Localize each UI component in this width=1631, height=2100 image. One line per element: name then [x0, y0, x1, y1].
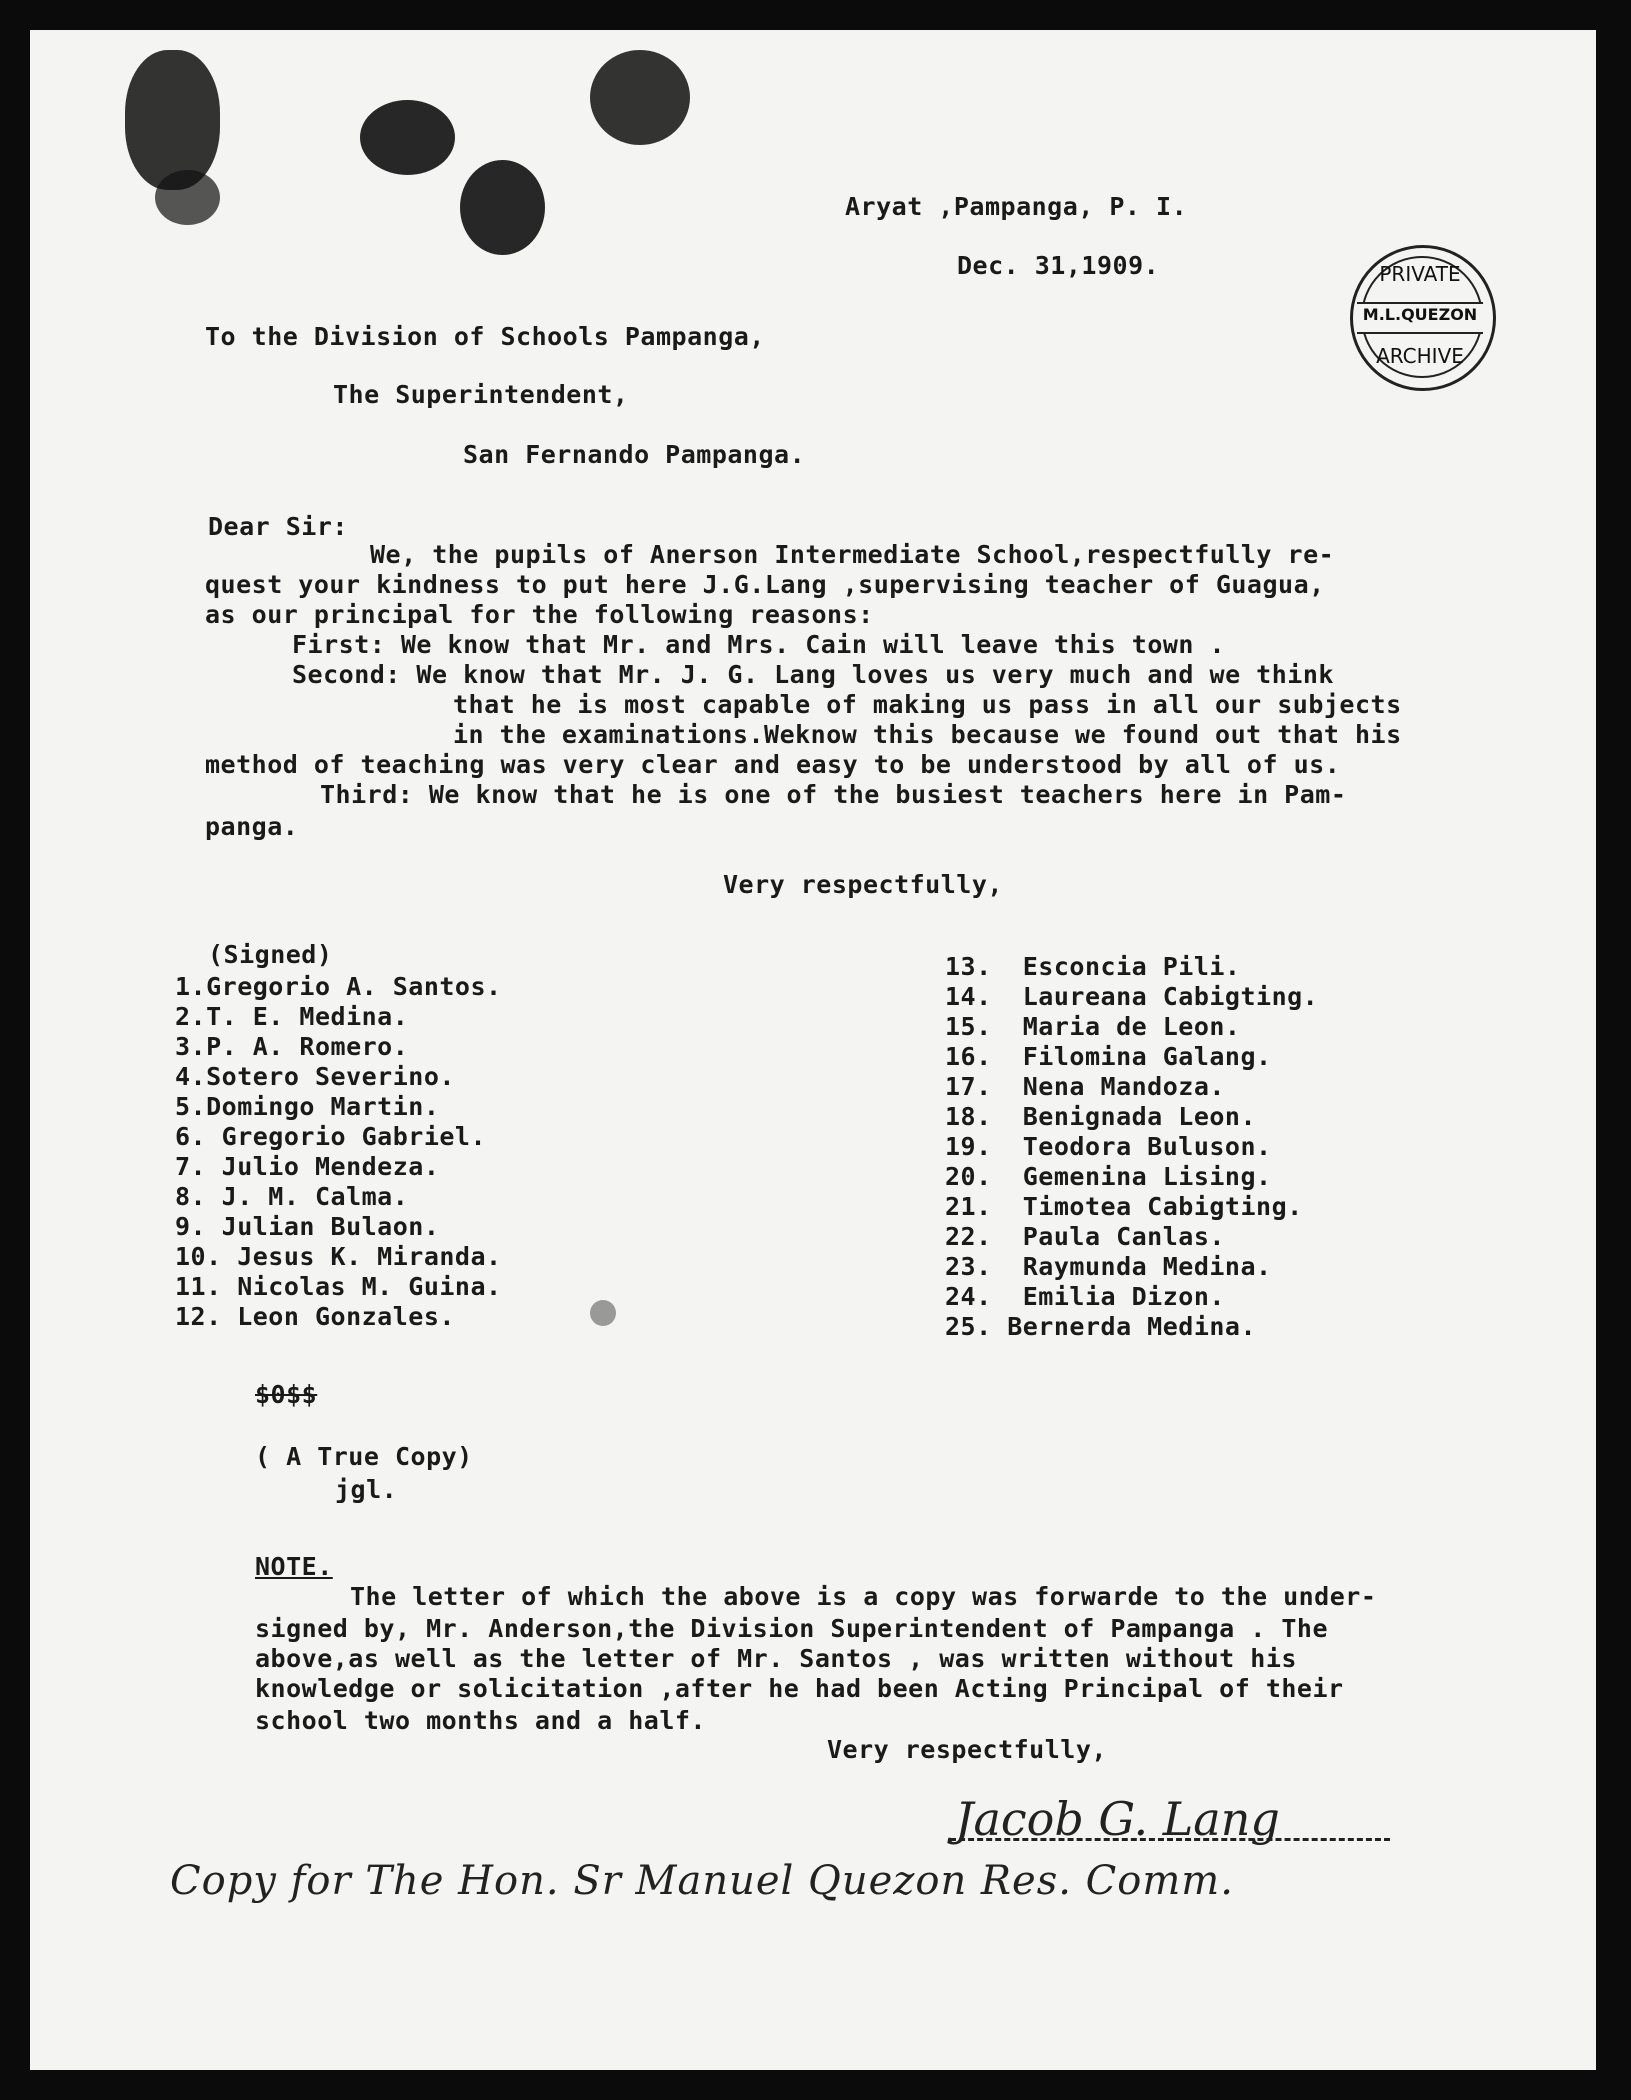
- signer-left: 12. Leon Gonzales.: [175, 1302, 455, 1331]
- signer-right: 23. Raymunda Medina.: [945, 1252, 1272, 1281]
- body-line: that he is most capable of making us pass in all our subjects: [453, 690, 1402, 719]
- stamp-bottom-text: ARCHIVE: [1376, 344, 1464, 368]
- signer-left: 10. Jesus K. Miranda.: [175, 1242, 502, 1271]
- signature: Jacob G. Lang: [955, 1792, 1280, 1846]
- ink-blot: [125, 50, 220, 190]
- note-line: The letter of which the above is a copy was forwarde to the under-: [350, 1582, 1377, 1611]
- signer-left: 5.Domingo Martin.: [175, 1092, 440, 1121]
- signer-left: 9. Julian Bulaon.: [175, 1212, 440, 1241]
- note-closing: Very respectfully,: [827, 1735, 1107, 1764]
- body-line: method of teaching was very clear and easy to be understood by all of us.: [205, 750, 1341, 779]
- ink-blot: [155, 170, 220, 225]
- signer-right: 17. Nena Mandoza.: [945, 1072, 1225, 1101]
- body-line: First: We know that Mr. and Mrs. Cain will leave this town .: [292, 630, 1226, 659]
- document-page: [30, 30, 1596, 2070]
- body-line: panga.: [205, 812, 299, 841]
- body-line: We, the pupils of Anerson Intermediate School,respectfully re-: [370, 540, 1335, 569]
- ink-blot: [590, 1300, 616, 1326]
- note-label: NOTE.: [255, 1552, 333, 1581]
- ink-blot: [360, 100, 455, 175]
- signer-right: 19. Teodora Buluson.: [945, 1132, 1272, 1161]
- signer-left: 11. Nicolas M. Guina.: [175, 1272, 502, 1301]
- signer-left: 8. J. M. Calma.: [175, 1182, 409, 1211]
- body-line: Third: We know that he is one of the busiest teachers here in Pam-: [320, 780, 1347, 809]
- archive-stamp: [1350, 245, 1496, 391]
- handwritten-copy-note: Copy for The Hon. Sr Manuel Quezon Res. Comm.: [170, 1858, 1234, 1904]
- signer-right: 24. Emilia Dizon.: [945, 1282, 1225, 1311]
- address-line-3: San Fernando Pampanga.: [463, 440, 806, 469]
- body-line: as our principal for the following reasons:: [205, 600, 874, 629]
- signer-right: 25. Bernerda Medina.: [945, 1312, 1257, 1341]
- body-line: Second: We know that Mr. J. G. Lang loves us very much and we think: [292, 660, 1334, 689]
- signer-right: 18. Benignada Leon.: [945, 1102, 1257, 1131]
- signature-line: [950, 1838, 1390, 1841]
- signer-right: 16. Filomina Galang.: [945, 1042, 1272, 1071]
- stamp-top-text: PRIVATE: [1379, 262, 1461, 286]
- note-line: school two months and a half.: [255, 1706, 706, 1735]
- signer-right: 20. Gemenina Lising.: [945, 1162, 1272, 1191]
- signer-left: 7. Julio Mendeza.: [175, 1152, 440, 1181]
- signer-left: 6. Gregorio Gabriel.: [175, 1122, 487, 1151]
- note-line: above,as well as the letter of Mr. Santos , was written without his: [255, 1644, 1297, 1673]
- body-line: in the examinations.Weknow this because we found out that his: [453, 720, 1402, 749]
- signer-right: 13. Esconcia Pili.: [945, 952, 1241, 981]
- struck-mark: $0$$: [255, 1380, 318, 1409]
- letter-place: Aryat ,Pampanga, P. I.: [845, 192, 1188, 221]
- initials: jgl.: [335, 1475, 398, 1504]
- note-line: signed by, Mr. Anderson,the Division Superintendent of Pampanga . The: [255, 1614, 1329, 1643]
- true-copy-label: ( A True Copy): [255, 1442, 473, 1471]
- body-line: quest your kindness to put here J.G.Lang ,supervising teacher of Guagua,: [205, 570, 1325, 599]
- salutation: Dear Sir:: [208, 512, 348, 541]
- letter-date: Dec. 31,1909.: [957, 251, 1160, 280]
- note-line: knowledge or solicitation ,after he had been Acting Principal of their: [255, 1674, 1344, 1703]
- signer-right: 21. Timotea Cabigting.: [945, 1192, 1303, 1221]
- signer-left: 1.Gregorio A. Santos.: [175, 972, 502, 1001]
- signer-left: 2.T. E. Medina.: [175, 1002, 409, 1031]
- signer-left: 3.P. A. Romero.: [175, 1032, 409, 1061]
- signer-right: 22. Paula Canlas.: [945, 1222, 1225, 1251]
- ink-blot: [590, 50, 690, 145]
- signer-left: 4.Sotero Severino.: [175, 1062, 455, 1091]
- closing: Very respectfully,: [723, 870, 1003, 899]
- signed-label: (Signed): [208, 940, 333, 969]
- signer-right: 14. Laureana Cabigting.: [945, 982, 1319, 1011]
- address-line-2: The Superintendent,: [333, 380, 629, 409]
- stamp-middle-text: M.L.QUEZON: [1362, 305, 1478, 324]
- address-line-1: To the Division of Schools Pampanga,: [205, 322, 765, 351]
- signer-right: 15. Maria de Leon.: [945, 1012, 1241, 1041]
- ink-blot: [460, 160, 545, 255]
